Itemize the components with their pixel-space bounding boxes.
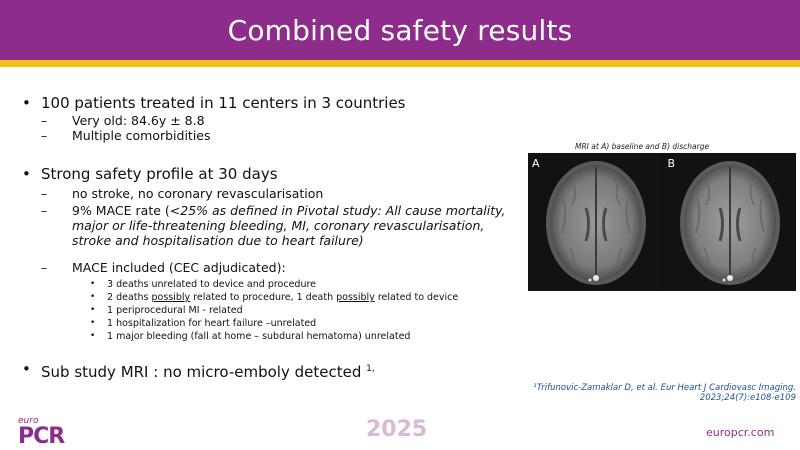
sub-bullet-mace-rate-text: 9% MACE rate ( (72, 203, 170, 218)
title-bar (0, 0, 800, 60)
slide-content (22, 94, 512, 382)
logo-pcr-text: PCR (18, 424, 65, 449)
sub-bullet-age-text: Very old: 84.6y ± 8.8 (72, 113, 205, 128)
mri-image-b (664, 153, 797, 291)
sub-bullet-no-stroke: – no stroke, no coronary revascularisation (41, 186, 324, 201)
mri-scan-b-graphic (664, 153, 797, 291)
sub-bullet-comorbidities-text: Multiple comorbidities (72, 128, 211, 143)
mri-caption: MRI at A) baseline and B) discharge (575, 142, 710, 151)
mri-figure (528, 153, 796, 291)
detail-hospitalization: • 1 hospitalization for heart failure –unrelated (71, 317, 512, 330)
sub-bullet-mace-rate: – 9% MACE rate (<25% as defined in Pivotal study: All cause mortality, major or life-threatening bleeding, MI, coronary revascularisation, stroke and hospitalisation due to heart failure) (41, 203, 506, 248)
detail-possibly-2: possibly (336, 292, 375, 303)
bullet-mri-substudy-text: Sub study MRI : no micro-emboly detected (41, 363, 367, 381)
detail-possibly-1: possibly (151, 292, 191, 303)
sub-bullet-mace-included-text: MACE included (CEC adjudicated): (72, 260, 286, 275)
detail-periprocedural-mi: • 1 periprocedural MI - related (71, 304, 512, 317)
sub-bullet-comorbidities: – Multiple comorbidities (41, 128, 211, 143)
sub-bullet-age: – Very old: 84.6y ± 8.8 (41, 113, 205, 128)
footer-year: 2025 (366, 417, 428, 442)
mri-image-a (528, 153, 661, 291)
mri-label-a: A (532, 157, 540, 170)
sub-bullet-no-stroke-text: no stroke, no coronary revascularisation (72, 186, 324, 201)
detail-deaths-possibly-part1: 2 deaths (107, 292, 152, 303)
mri-label-b: B (667, 157, 676, 170)
bullet-patients: • 100 patients treated in 11 centers in 3 countries (22, 94, 512, 113)
slide-title: Combined safety results (227, 13, 573, 47)
sub-bullet-mace-included: – MACE included (CEC adjudicated): (41, 260, 286, 275)
footer-site-link[interactable]: europcr.com (706, 426, 775, 439)
sub-bullet-mace-definition: <25% as defined in Pivotal study: All cause mortality, major or life-threatening bleeding, MI, coronary revascularisation, stroke and hospitalisation due to heart failure) (72, 203, 506, 248)
bullet-mri-substudy (22, 360, 512, 382)
title-stripe (0, 60, 800, 67)
citation: ¹Trifunovic-Zamaklar D, et al. Eur Heart J Cardiovasc Imaging. 2023;24(7):e108-e109 (533, 383, 796, 403)
logo-euro-text: euro (18, 416, 39, 426)
mri-scan-a-graphic (528, 153, 661, 291)
detail-major-bleeding: • 1 major bleeding (fall at home – subdural hematoma) unrelated (71, 330, 512, 343)
detail-deaths-possibly-part3: related to device (374, 292, 459, 303)
bullet-safety: • Strong safety profile at 30 days (22, 165, 512, 184)
detail-deaths-possibly-part2: related to procedure, 1 death (190, 292, 337, 303)
detail-deaths-possibly (71, 291, 512, 304)
bullet-mri-superscript: 1, (366, 364, 375, 374)
detail-deaths-unrelated: • 3 deaths unrelated to device and procedure (71, 278, 512, 291)
